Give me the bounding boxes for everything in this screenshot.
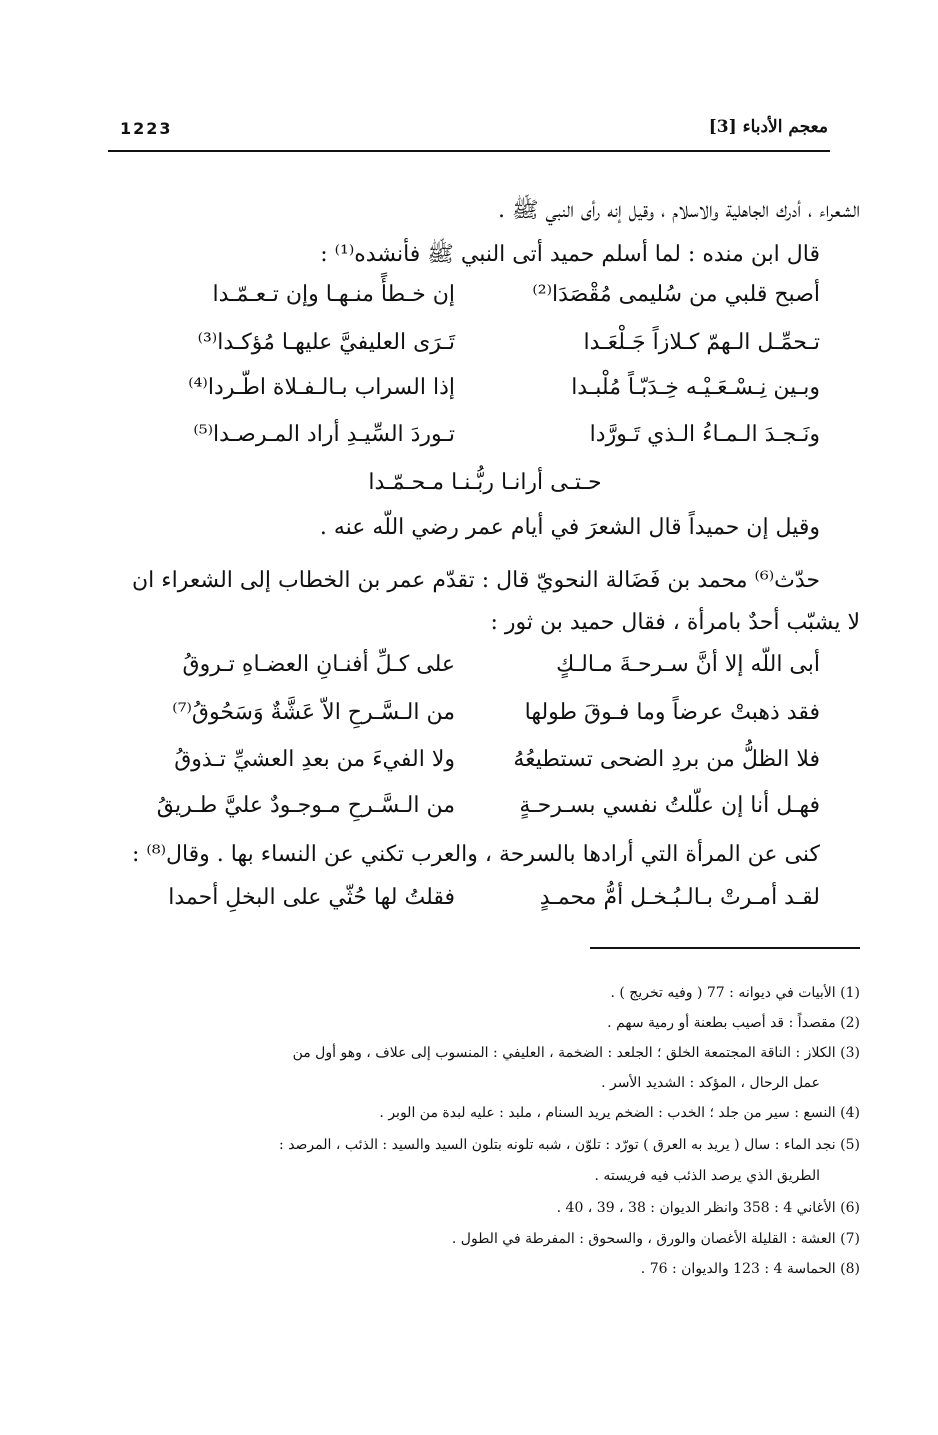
verse-second-hemistich: على كـلِّ أفنـانِ العضـاهِ تـروقُ [182,652,455,677]
poem-verse [150,885,820,925]
poem-final-line: حـتـى أرانـا ربُّـنـا مـحـمّـدا [368,470,602,495]
poem-verse [150,330,820,370]
footnote-continuation: الطريق الذي يرصد الذئب فيه فريسته . [594,1168,820,1184]
verse-first-hemistich: لقـد أمـرتْ بـالـبُـخـل أمُّ محمـدٍ [539,885,820,910]
poem-verse [150,747,820,787]
verse-second-hemistich: تَـرَى العليفيَّ عليهـا مُؤكـدا⁽³⁾ [197,330,455,355]
poem-verse [150,422,820,462]
verse-first-hemistich: فلا الظلُّ من بردِ الضحى تستطيعُهُ [513,747,820,772]
verse-second-hemistich: فقلتُ لها حُثّي على البخلِ أحمدا [168,885,455,910]
book-title: معجم الأدباء [3] [708,117,828,137]
verse-first-hemistich: فهـل أنا إن علّلتُ نفسي بسـرحـةٍ [519,793,820,818]
poem-verse [150,700,820,740]
footnote: (2) مقصداً : قد أصيب بطعنة أو رمية سهم . [607,1015,860,1031]
verse-second-hemistich: من الـسَّـرحِ مـوجـودٌ عليَّ طـريقُ [156,793,455,818]
paragraph-line: كنى عن المرأة التي أرادها بالسرحة ، والعرب تكني عن النساء بها . وقال⁽⁸⁾ : [131,842,820,867]
footnote: (7) العشة : القليلة الأغصان والورق ، والسحوق : المفرطة في الطول . [451,1231,860,1247]
poem-verse [150,793,820,833]
poem-verse [150,652,820,692]
paragraph-line: قال ابن منده : لما أسلم حميد أتى النبي ﷺ فأنشده⁽¹⁾ : [320,242,820,267]
footnote: (3) الكلاز : الناقة المجتمعة الخلق ؛ الجلعد : الضخمة ، العليفي : المنسوب إلى علاف ، وهو أول من [292,1045,860,1061]
running-head [108,113,830,147]
footnote: (8) الحماسة 4 : 123 والديوان : 76 . [640,1261,860,1277]
paragraph-line: لا يشبّب أحدٌ بامرأة ، فقال حميد بن ثور : [490,610,860,635]
footnote-rule [590,947,860,949]
footnote: (5) نجد الماء : سال ( يريد به العرق ) تورّد : تلوّن ، شبه تلونه بتلون السيد والسيد : الذئب ، المرصد : [279,1137,860,1153]
verse-first-hemistich: ونَـجـدَ الـمـاءُ الـذي تَـورَّدا [589,422,820,447]
verse-second-hemistich: من الـسَّـرحِ الاّ عَشَّةٌ وَسَحُوقُ⁽⁷⁾ [172,700,455,725]
paragraph-line: وقيل إن حميداً قال الشعرَ في أيام عمر رضي اللّه عنه . [319,515,820,540]
verse-second-hemistich: ولا الفيءَ من بعدِ العشيِّ تـذوقُ [174,747,455,772]
verse-first-hemistich: وبـين نِـسْـعَـيْـه خِـدَبّـاً مُلْبـدا [571,375,820,400]
verse-first-hemistich: أبى اللّه إلا أنَّ سـرحـةَ مـالـكٍ [556,652,820,677]
paragraph-line: حدّث⁽⁶⁾ محمد بن فَضَالة النحويّ قال : تقدّم عمر بن الخطاب إلى الشعراء ان [131,568,820,593]
verse-first-hemistich: أصبح قلبي من سُليمى مُقْصَدَا⁽²⁾ [532,282,820,307]
header-rule [108,150,830,152]
footnote: (1) الأبيات في ديوانه : 77 ( وفيه تخريج ) . [610,985,860,1001]
verse-first-hemistich: تـحمِّـل الـهمّ كـلازاً جَـلْعَـدا [583,330,820,355]
verse-second-hemistich: إذا السراب بـالـفـلاة اطّـردا⁽⁴⁾ [188,375,455,400]
footnote: (4) النسع : سير من جلد ؛ الخدب : الضخم يريد السنام ، ملبد : عليه لبدة من الوبر . [379,1105,860,1121]
footnote: (6) الأغاني 4 : 358 وانظر الديوان : 38 ، 39 ، 40 . [556,1200,860,1216]
verse-first-hemistich: فقد ذهبتْ عرضاً وما فـوقَ طولها [524,700,820,725]
poem-verse [150,282,820,322]
verse-second-hemistich: إن خـطأً منـهـا وإن تـعـمّـدا [212,282,455,307]
poem-verse [150,375,820,415]
verse-second-hemistich: تـوردَ السِّيـدِ أراد المـرصـدا⁽⁵⁾ [193,422,455,447]
footnote-continuation: عمل الرحال ، المؤكد : الشديد الأسر . [601,1075,820,1091]
page-number: 1223 [120,119,173,138]
paragraph-line: الشعراء ، أدرك الجاهلية والاسلام ، وقيل إنه رأى النبي ﷺ . [497,198,860,223]
